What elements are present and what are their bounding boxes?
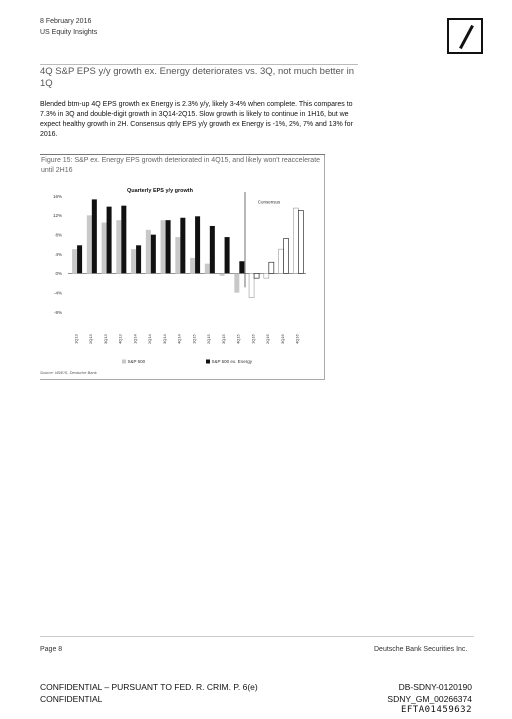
y-tick-label: 8%	[55, 232, 62, 238]
bar-sp500	[175, 237, 180, 273]
x-tick-label: 3Q15	[220, 334, 226, 344]
y-tick-label: -4%	[53, 290, 62, 296]
x-tick-label: 2Q16	[265, 334, 271, 344]
y-tick-label: 12%	[52, 213, 62, 219]
bar-sp500-ex-energy	[166, 220, 171, 273]
bar-sp500	[190, 258, 195, 273]
legend-swatch-sp500	[122, 360, 126, 364]
firm-name: Deutsche Bank Securities Inc.	[374, 646, 468, 653]
x-tick-label: 2Q13	[88, 334, 94, 344]
eps-growth-chart	[40, 180, 320, 370]
bates-number-db: DB-SDNY-0120190	[398, 682, 472, 692]
bar-sp500-ex-energy	[210, 226, 215, 273]
bates-number-sdny: SDNY_GM_00266374	[387, 694, 472, 704]
consensus-label: Consensus	[257, 199, 281, 205]
y-tick-label: 4%	[55, 251, 62, 257]
section-heading: 4Q S&P EPS y/y growth ex. Energy deteriorates vs. 3Q, not much better in 1Q	[40, 66, 355, 89]
confidential-label: CONFIDENTIAL	[40, 694, 103, 704]
header-date: 8 February 2016	[40, 18, 92, 25]
bar-sp500-ex-energy	[225, 237, 230, 273]
x-tick-label: 3Q14	[161, 334, 167, 344]
chart-title: Quarterly EPS y/y growth	[126, 188, 194, 194]
y-tick-label: -8%	[53, 309, 62, 315]
bates-number-efta: EFTA01459632	[400, 705, 472, 715]
bar-sp500	[72, 249, 77, 273]
bar-sp500	[131, 249, 136, 273]
y-tick-label: 16%	[52, 193, 62, 199]
bar-sp500-ex-energy	[107, 207, 112, 274]
bar-sp500	[279, 249, 284, 273]
bar-sp500	[87, 215, 92, 273]
x-tick-label: 4Q16	[294, 334, 300, 344]
bar-sp500	[146, 230, 151, 273]
bar-sp500-ex-energy	[77, 245, 82, 273]
bar-sp500-ex-energy	[136, 245, 141, 273]
page-number: Page 8	[40, 646, 63, 653]
bar-sp500	[102, 223, 107, 274]
x-tick-label: 4Q13	[117, 334, 123, 344]
bar-sp500	[220, 273, 225, 275]
x-tick-label: 1Q14	[132, 334, 138, 344]
bar-sp500	[293, 208, 298, 273]
bar-sp500-ex-energy	[254, 273, 259, 278]
footer-rule	[40, 636, 474, 637]
x-tick-label: 4Q14	[176, 334, 182, 344]
legend-swatch-sp500-ex-energy	[206, 360, 210, 364]
header-section: US Equity Insights	[40, 29, 98, 36]
legend-label-sp500: S&P 500	[127, 359, 146, 364]
bar-sp500	[205, 264, 210, 274]
bar-sp500	[249, 273, 254, 297]
deutsche-bank-logo-icon	[447, 18, 483, 54]
bar-sp500-ex-energy	[121, 206, 126, 274]
bar-sp500	[161, 220, 166, 273]
x-tick-label: 1Q13	[73, 334, 79, 344]
x-tick-label: 4Q15	[235, 334, 241, 344]
bar-sp500	[116, 220, 121, 273]
x-tick-label: 1Q15	[191, 334, 197, 344]
x-tick-label: 3Q16	[279, 334, 285, 344]
bar-sp500-ex-energy	[269, 262, 274, 273]
figure-title: Figure 15: S&P ex. Energy EPS growth deteriorated in 4Q15, and likely won't reaccelerate until 2H16	[40, 154, 325, 176]
heading-rule	[40, 64, 358, 65]
bar-sp500-ex-energy	[298, 211, 303, 274]
confidential-notice: CONFIDENTIAL – PURSUANT TO FED. R. CRIM. P. 6(e)	[40, 682, 258, 692]
bar-sp500-ex-energy	[151, 235, 156, 274]
bar-sp500-ex-energy	[92, 199, 97, 273]
bar-sp500-ex-energy	[284, 239, 289, 274]
x-tick-label: 3Q13	[102, 334, 108, 344]
body-paragraph: Blended btm-up 4Q EPS growth ex Energy is 2.3% y/y, likely 3-4% when complete. This compares to 7.3% in 3Q and double-digit growth in 3Q14-2Q15. Slow growth is likely to continue in 1H16, but we expect healthy growth in 2H. Consensus qtrly EPS y/y growth ex Energy is -1%, 2%, 7% and 13% for 2016.	[40, 101, 353, 138]
legend-label-sp500-ex-energy: S&P 500 ex. Energy	[211, 359, 252, 364]
bar-sp500	[234, 273, 239, 292]
bar-sp500	[264, 273, 269, 278]
y-tick-label: 0%	[55, 271, 62, 277]
bar-sp500-ex-energy	[195, 216, 200, 273]
x-tick-label: 2Q14	[147, 334, 153, 344]
figure-source: Source: I/B/E/S, Deutsche Bank	[40, 370, 97, 375]
x-tick-label: 1Q16	[250, 334, 256, 344]
x-tick-label: 2Q15	[206, 334, 212, 344]
bar-sp500-ex-energy	[239, 261, 244, 273]
bar-sp500-ex-energy	[180, 218, 185, 274]
